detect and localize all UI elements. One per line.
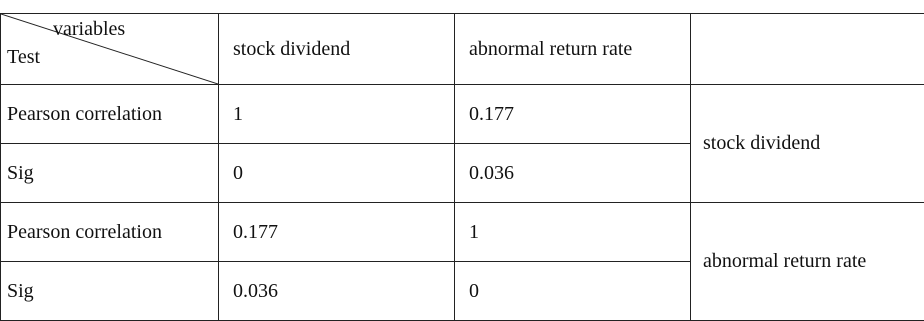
corner-columns-label: variables	[53, 18, 125, 41]
test-name-cell: Sig	[1, 262, 219, 321]
header-row	[1, 14, 924, 85]
abnormal-return-rate-cell: 0.177	[455, 85, 691, 144]
correlation-table	[0, 13, 924, 321]
header-abnormal-return-rate: abnormal return rate	[455, 14, 691, 85]
group-label-stock-dividend: stock dividend	[691, 85, 924, 203]
stock-dividend-cell: 0.177	[219, 203, 455, 262]
test-name-cell: Sig	[1, 144, 219, 203]
stock-dividend-cell: 1	[219, 85, 455, 144]
header-empty	[691, 14, 924, 85]
abnormal-return-rate-cell: 1	[455, 203, 691, 262]
abnormal-return-rate-cell: 0.036	[455, 144, 691, 203]
table-row	[1, 203, 924, 262]
test-name-cell: Pearson correlation	[1, 203, 219, 262]
abnormal-return-rate-cell: 0	[455, 262, 691, 321]
stock-dividend-cell: 0	[219, 144, 455, 203]
table-row	[1, 85, 924, 144]
corner-cell	[1, 14, 219, 85]
header-stock-dividend: stock dividend	[219, 14, 455, 85]
corner-rows-label: Test	[7, 46, 40, 69]
test-name-cell: Pearson correlation	[1, 85, 219, 144]
group-label-abnormal-return-rate: abnormal return rate	[691, 203, 924, 321]
stock-dividend-cell: 0.036	[219, 262, 455, 321]
